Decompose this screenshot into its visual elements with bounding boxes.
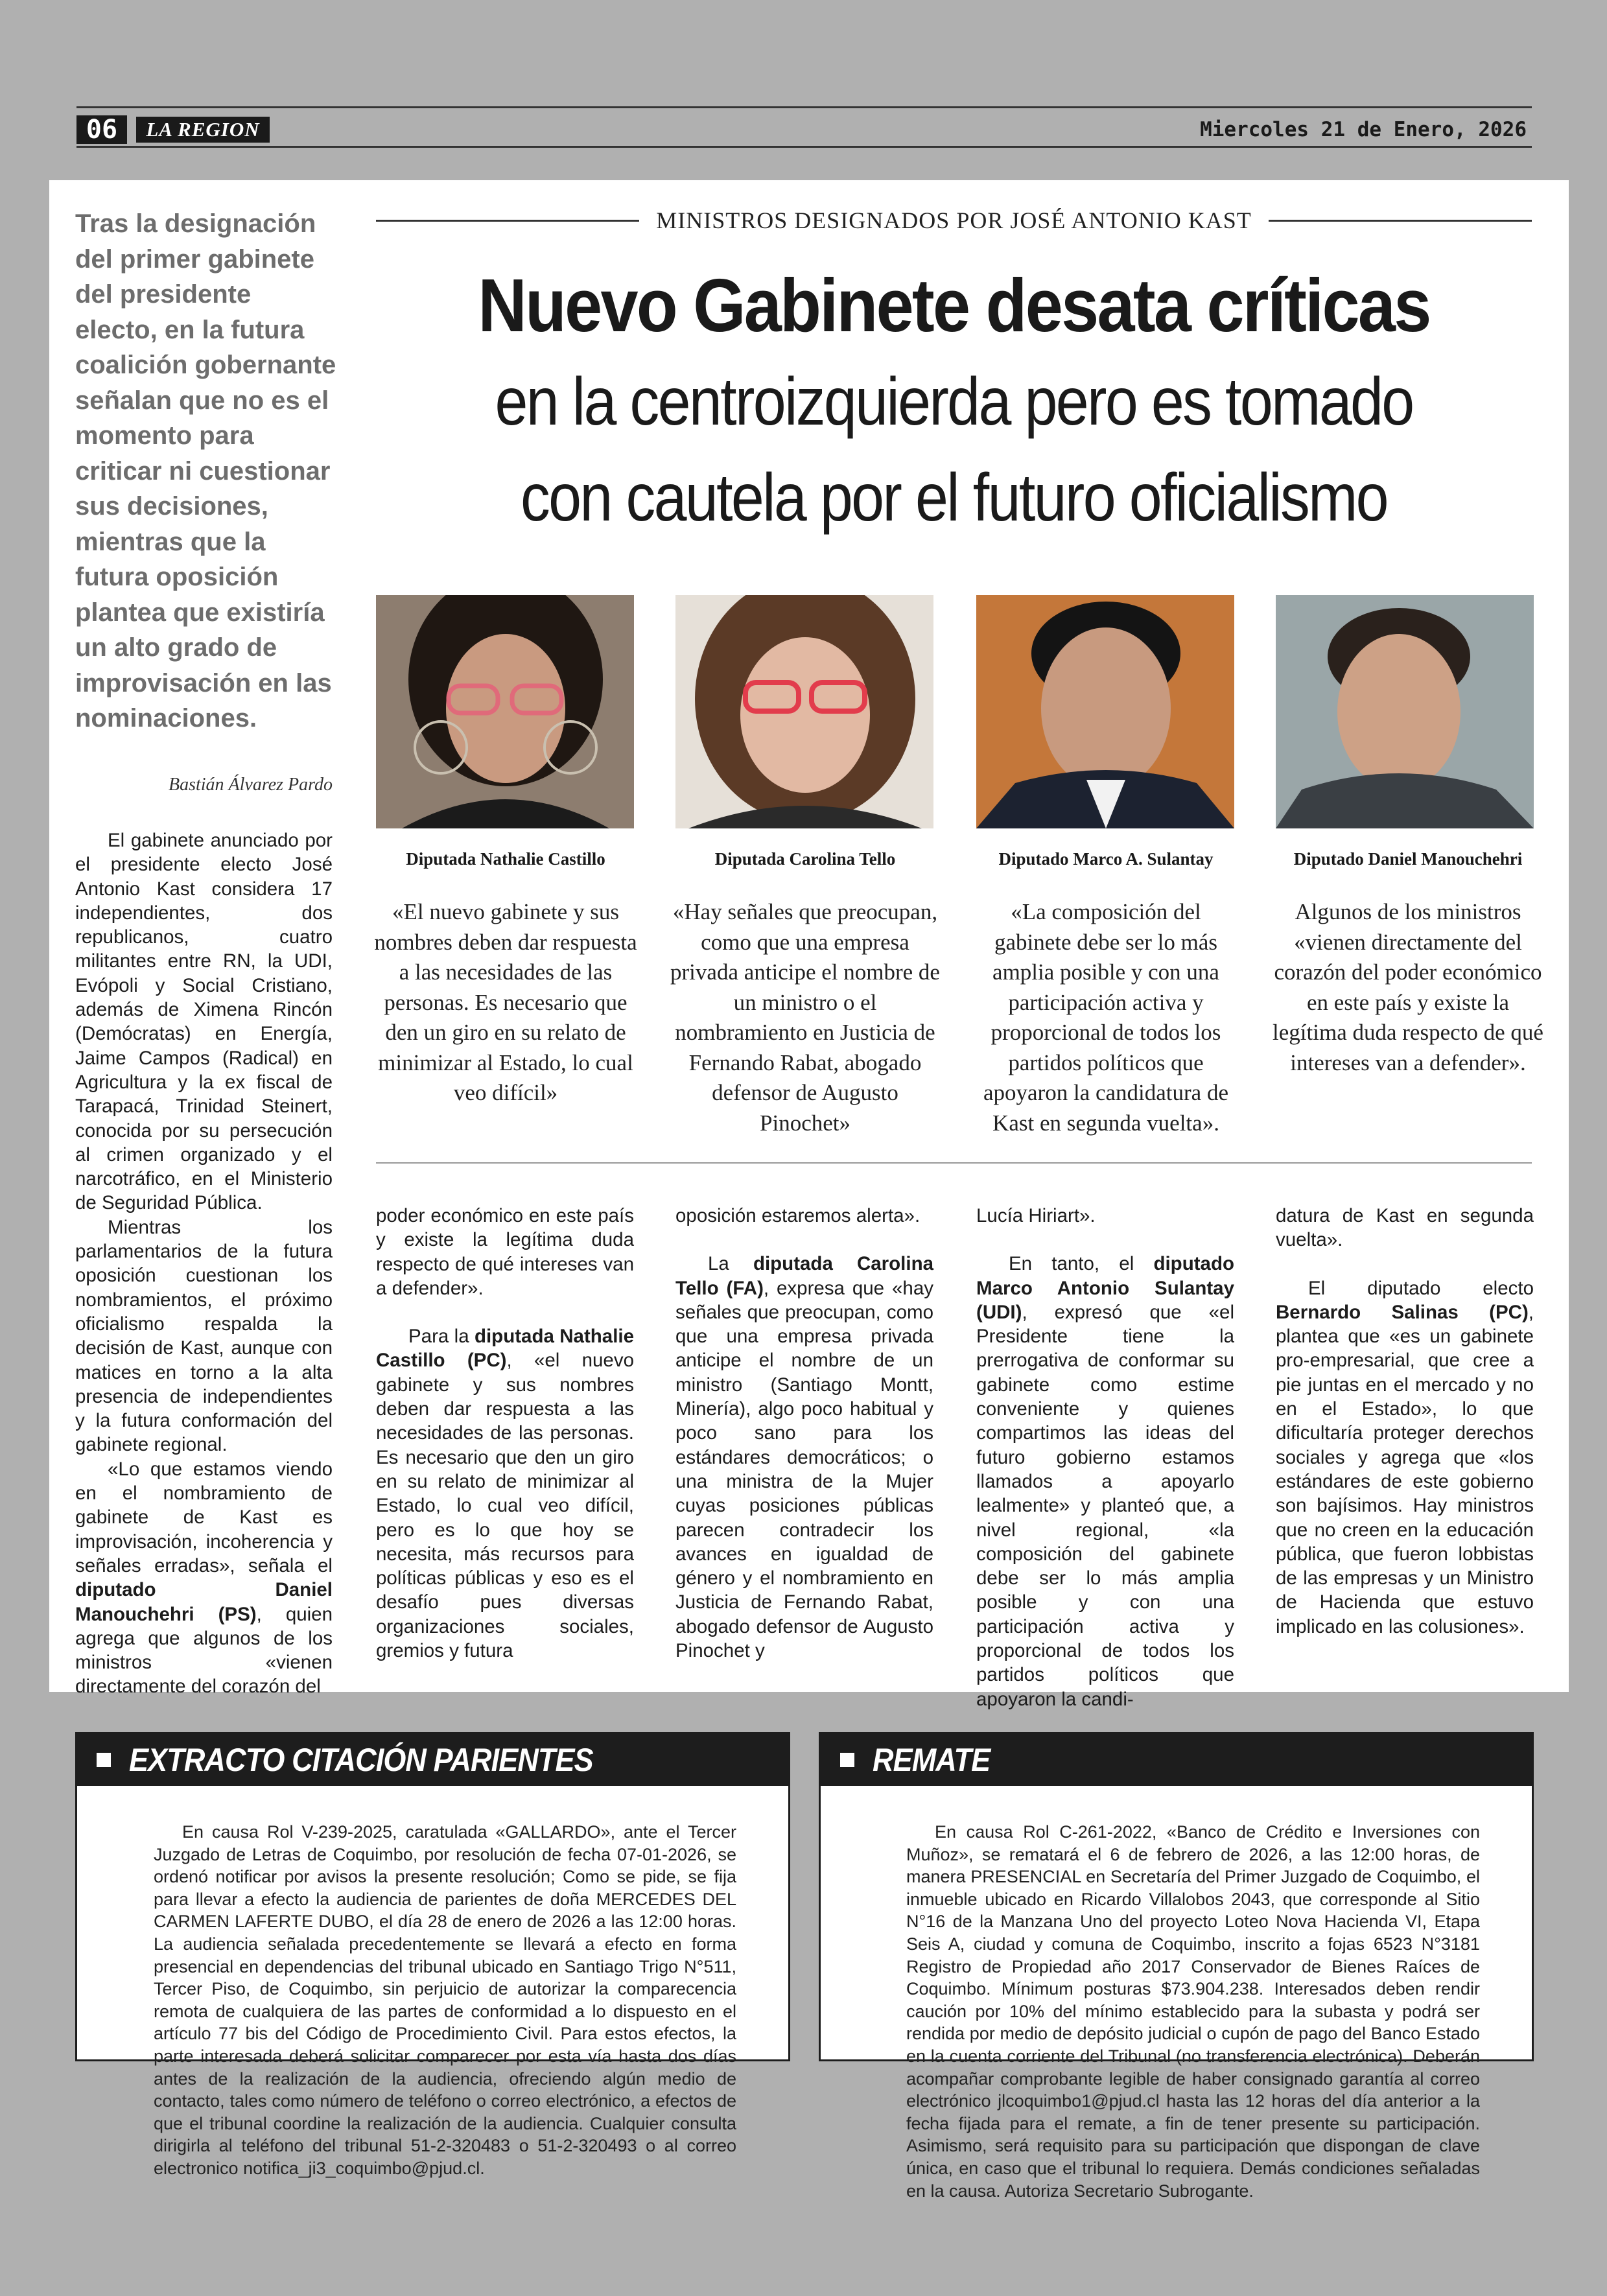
quote-daniel-manouchehri: Algunos de los ministros «vienen directamente del corazón del poder económico en este país y existe la legítima duda respecto de qué intereses van a defender». bbox=[1273, 899, 1543, 1075]
photo-marco-sulantay bbox=[976, 595, 1234, 828]
body-column-1 bbox=[75, 828, 333, 1699]
paragraph: oposición estaremos alerta». bbox=[675, 1205, 921, 1226]
paragraph: Para la diputada Nathalie Castillo (PC), «el nuevo gabinete y sus nombres deben dar respuesta a las necesidades de las personas. Es necesario que den un giro en su relato de minimizar al Estado, lo cual veo difícil, pero es lo que hoy se necesita, más recursos para políticas públicas y eso es el desafío pues diversas organizaciones sociales, gremios y futura bbox=[376, 1326, 634, 1662]
caption-marco-sulantay: Diputado Marco A. Sulantay bbox=[998, 849, 1214, 869]
paragraph: poder económico en este país y existe la legítima duda respecto de qué intereses van a defender». bbox=[376, 1205, 634, 1299]
paragraph: «Lo que estamos viendo en el nombramiento de gabinete de Kast es improvisación, incoherencia y señales erradas», señala el diputado Daniel Manouchehri (PS), quien agrega que algunos de los ministros «vienen directamente del corazón del bbox=[75, 1458, 333, 1698]
body-column-2 bbox=[376, 1204, 634, 1663]
article-intro: Tras la designación del primer gabinete del presidente electo, en la futura coalición gobernante señalan que no es el momento para criticar ni cuestionar sus decisiones, mientras que la futura oposición plantea que existiría un alto grado de improvisación en las nominaciones. bbox=[75, 209, 336, 732]
headline-sub: en la centroizquierda pero es tomado con cautela por el futuro oficialismo bbox=[495, 364, 1413, 535]
quote-carolina-tello: «Hay señales que preocupan, como que una empresa privada anticipe el nombre de un ministro o el nombramiento en Justicia de Fernando Rabat, abogado defensor de Augusto Pinochet» bbox=[670, 899, 940, 1136]
body-column-3 bbox=[675, 1204, 933, 1663]
body-column-4 bbox=[976, 1204, 1234, 1711]
quote-nathalie-castillo: «El nuevo gabinete y sus nombres deben dar respuesta a las necesidades de las personas. Es necesario que den un giro en su relato de minimizar al Estado, lo cual veo difícil» bbox=[374, 899, 637, 1105]
paragraph: La diputada Carolina Tello (FA), expresa que «hay señales que preocupan, como que una empresa privada anticipe el nombre de un ministro (Santiago Montt, Minería), algo poco habitual y poco sano para los estándares democráticos; o una ministra de la Mujer cuyas posiciones públicas parecen contradecir los avances en igualdad de género y el nombramiento en Justicia de Fernando Rabat, abogado defensor de Augusto Pinochet y bbox=[675, 1253, 933, 1662]
header-rule-top bbox=[76, 106, 1532, 108]
photo-carolina-tello bbox=[675, 595, 933, 828]
section-divider bbox=[376, 1162, 1532, 1164]
square-bullet-icon bbox=[840, 1753, 854, 1767]
kicker-row bbox=[376, 206, 1532, 235]
paragraph: Mientras los parlamentarios de la futura oposición cuestionan los nombramientos, el próximo oficialismo respalda la decisión de Kast, aunque con matices en torno a la alta presencia de independientes y la futura conformación del gabinete regional. bbox=[75, 1216, 333, 1456]
quote-marco-sulantay: «La composición del gabinete debe ser lo más amplia posible y con una participación activa y proporcional de todos los partidos políticos que apoyaron la candidatura de Kast en segunda vuelta». bbox=[983, 899, 1228, 1136]
newspaper-brand: LA REGION bbox=[136, 117, 270, 143]
notice-title: REMATE bbox=[873, 1742, 991, 1778]
paragraph: Lucía Hiriart». bbox=[976, 1205, 1096, 1226]
header-rule-bottom bbox=[76, 146, 1532, 148]
page-number: 06 bbox=[76, 115, 127, 144]
kicker-rule-left bbox=[376, 220, 639, 222]
article-byline: Bastián Álvarez Pardo bbox=[168, 775, 333, 795]
paragraph: En tanto, el diputado Marco Antonio Sulantay (UDI), expresó que «el Presidente tiene la prerrogativa de conformar su gabinete como estime conveniente y quienes compartimos las ideas del futuro gobierno estamos llamados a apoyarlo lealmente» y planteó que, a nivel regional, «la composición del gabinete debe ser lo más amplia posible y con una participación activa y proporcional de todos los partidos políticos que apoyaron la candi- bbox=[976, 1253, 1234, 1710]
notice-citacion-parientes bbox=[75, 1732, 790, 2178]
notice-paragraph: En causa Rol V-239-2025, caratulada «GALLARDO», ante el Tercer Juzgado de Letras de Coquimbo, por resolución de fecha 07-01-2026, se ordenó notificar por avisos la presente resolución; Como se pide, se fija para llevar a efecto la audiencia de parientes de doña MERCEDES DEL CARMEN LAFERTE DUBO, el día 28 de enero de 2026 a las 12:00 horas. La audiencia señalada precedentemente se llevará a efecto en forma presencial en dependencias del tribunal ubicado en Santiago Trigo N°511, Tercer Piso, de Coquimbo, sin perjuicio de autorizar la comparecencia remota de cualquiera de las partes de conformidad a lo dispuesto en el artículo 77 bis del Código de Procedimiento Civil. Para estos efectos, la parte interesada deberá solicitar comparecer por esta vía hasta dos días antes de la realización de la audiencia, ofreciendo algún medio de contacto, tales como número de teléfono o correo electrónico, a efectos de que el tribunal coordine la realización de la audiencia. Cualquier consulta dirigirla al teléfono del tribunal 51-2-320483 o 51-2-320493 o al correo electronico notifica_ji3_coquimbo@pjud.cl. bbox=[154, 1822, 736, 2178]
paragraph: datura de Kast en segunda vuelta». bbox=[1276, 1205, 1534, 1251]
paragraph: El diputado electo Bernardo Salinas (PC), plantea que «es un gabinete pro-empresarial, que cree a pie juntas en el mercado y no en el Estado», lo que dificultaría proteger derechos sociales y agrega que «los estándares de este gobierno son bajísimos. Hay ministros que no creen en la educación pública, que fueron lobbistas de las empresas y un Ministro de Hacienda que estuvo implicado en las colusiones». bbox=[1276, 1277, 1534, 1637]
square-bullet-icon bbox=[97, 1753, 111, 1767]
caption-daniel-manouchehri: Diputado Daniel Manouchehri bbox=[1293, 849, 1523, 869]
paragraph: El gabinete anunciado por el presidente electo José Antonio Kast considera 17 independientes, dos republicanos, cuatro militantes entre RN, la UDI, Evópoli y Social Cristiano, además de Ximena Rincón (Demócratas) en Energía, Jaime Campos (Radical) en Agricultura y la ex fiscal de Tarapacá, Trinidad Steinert, conocida por su persecución al crimen organizado y el narcotráfico, en el Ministerio de Seguridad Pública. bbox=[75, 830, 333, 1214]
notice-paragraph: En causa Rol C-261-2022, «Banco de Crédito e Inversiones con Muñoz», se rematará el 6 de febrero de 2026, a las 12:00 horas, de manera PRESENCIAL en Secretaría del Primer Juzgado de Coquimbo, el inmueble ubicado en Ricardo Villalobos 2043, que corresponde al Sitio N°16 de la Manzana Uno del proyecto Loteo Nova Hacienda VI, Etapa Seis A, ciudad y comuna de Coquimbo, inscrito a fojas 6523 N°3181 Registro de Propiedad año 2017 Conservador de Bienes Raíces de Coquimbo. Mínimum posturas $73.904.238. Interesados deben rendir caución por 10% del mínimo establecido para la subasta y podrá ser rendida por medio de depósito judicial o cupón de pago del Banco Estado en la cuenta corriente del Tribunal (no transferencia electrónica). Deberán acompañar comprobante legible de haber consignado garantía al correo electrónico jlcoquimbo1@pjud.cl hasta las 12 horas del día anterior a la fecha fijada para el remate, a fin de tener presente su participación. Asimismo, será requisito para su participación que dispongan de clave única, en caso que el tribunal lo requiera. Demás condiciones señaladas en la causa. Autoriza Secretario Subrogante. bbox=[906, 1822, 1480, 2201]
headline-main: Nuevo Gabinete desata críticas bbox=[478, 263, 1430, 347]
notice-title: EXTRACTO CITACIÓN PARIENTES bbox=[129, 1742, 593, 1778]
notice-title-bar bbox=[77, 1734, 788, 1786]
article-kicker: MINISTROS DESIGNADOS POR JOSÉ ANTONIO KAST bbox=[656, 207, 1252, 233]
caption-nathalie-castillo: Diputada Nathalie Castillo bbox=[406, 849, 605, 869]
issue-date: Miercoles 21 de Enero, 2026 bbox=[1200, 118, 1527, 141]
photo-nathalie-castillo bbox=[376, 595, 634, 828]
body-column-5 bbox=[1276, 1204, 1534, 1639]
notice-text bbox=[906, 1821, 1480, 2202]
caption-carolina-tello: Diputada Carolina Tello bbox=[714, 849, 896, 869]
notice-title-bar bbox=[821, 1734, 1532, 1786]
notice-text bbox=[154, 1821, 736, 2180]
notice-remate bbox=[819, 1732, 1534, 2201]
kicker-rule-right bbox=[1269, 220, 1532, 222]
photo-daniel-manouchehri bbox=[1276, 595, 1534, 828]
